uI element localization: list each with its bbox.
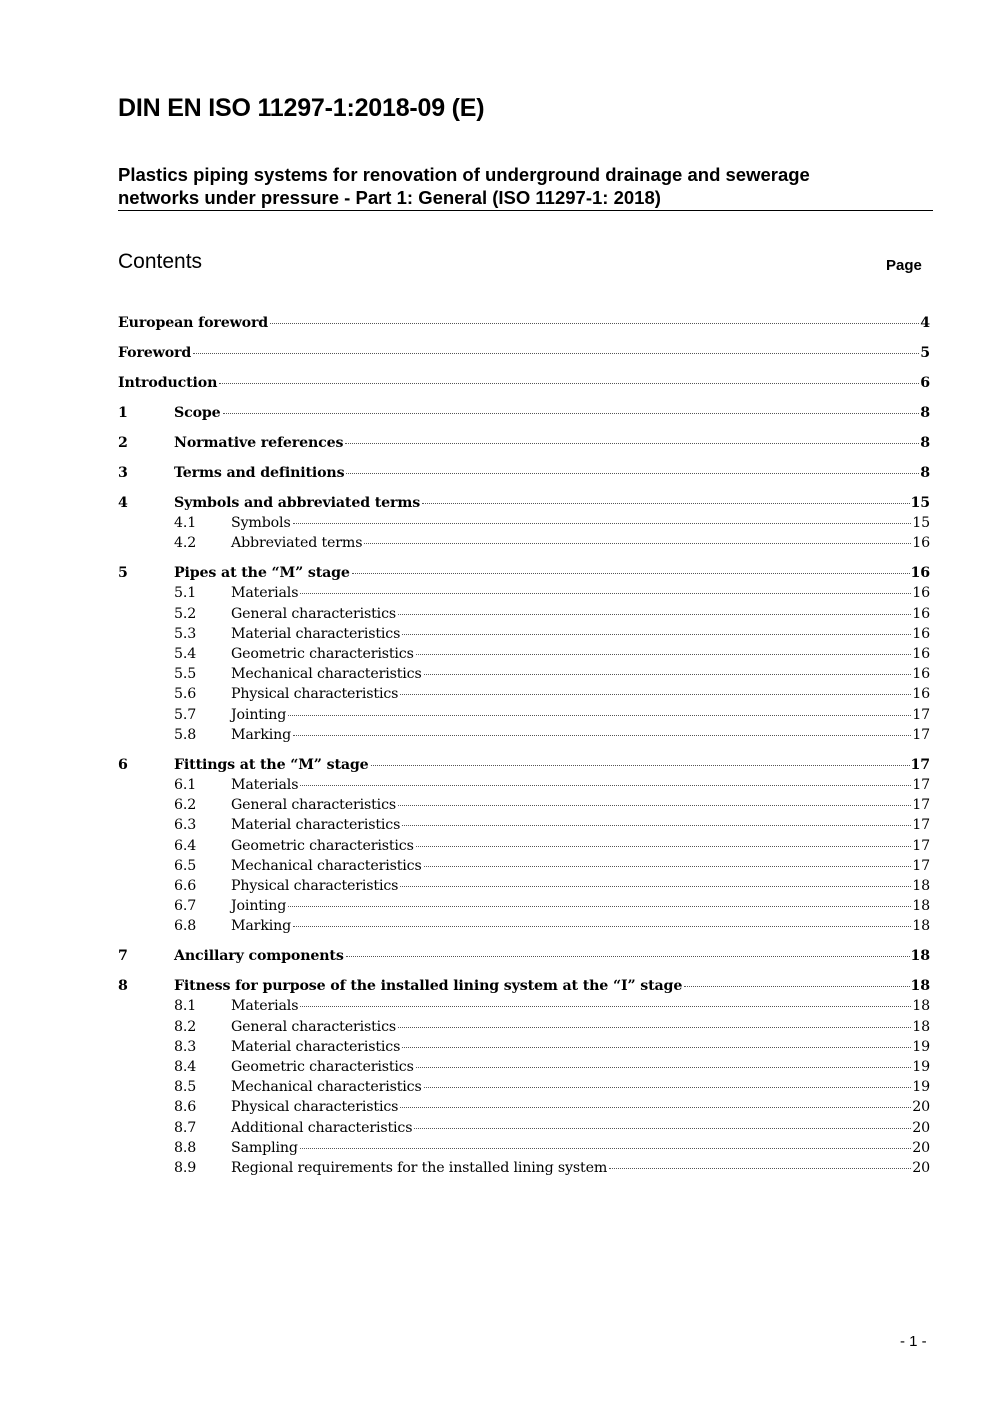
toc-entry-page: 4 [920,315,930,331]
toc-subentry[interactable] [118,1140,930,1160]
toc-entry-number: 8.7 [174,1119,197,1136]
toc-subentry[interactable] [118,535,930,555]
toc-entry-page: 18 [912,1018,930,1035]
toc-entry-title: Physical characteristics [231,686,399,703]
toc-entry-title: Geometric characteristics [231,646,414,663]
toc-entry-title: Pipes at the “M” stage [174,565,350,582]
toc-entry-title: Material characteristics [231,1038,401,1055]
toc-entry-title: Abbreviated terms [231,535,363,552]
toc-entry-page: 8 [920,434,930,451]
dot-leader [193,352,919,354]
dot-leader [416,845,911,847]
toc-entry-page: 8 [920,464,930,481]
dot-leader [293,925,911,927]
dot-leader [300,1005,911,1007]
dot-leader [346,955,910,957]
toc-entry-number: 8.2 [174,1018,197,1035]
toc-entry-number: 8.1 [174,998,197,1015]
toc-entry-title: Regional requirements for the installed lining system [231,1159,608,1176]
toc-entry-number: 1 [118,404,128,421]
toc-subentry[interactable] [118,666,930,686]
toc-subentry[interactable] [118,777,930,797]
toc-entry-number: 6.1 [174,776,197,793]
toc-entry-number: 5.1 [174,585,197,602]
toc-subentry[interactable] [118,686,930,706]
toc-entry-number: 8 [118,978,128,995]
toc-entry-title: European foreword [118,315,269,331]
toc-subentry[interactable] [118,1160,930,1180]
toc-entry-title: Geometric characteristics [231,837,414,854]
toc-entry-title: Ancillary components [174,948,344,965]
toc-entry-page: 18 [910,948,930,965]
toc-subentry[interactable] [118,838,930,858]
toc-entry-title: Mechanical characteristics [231,857,422,874]
toc-subentry[interactable] [118,1019,930,1039]
dot-leader [424,865,912,867]
toc-subentry[interactable] [118,707,930,727]
toc-subentry[interactable] [118,1099,930,1119]
dot-leader [300,784,911,786]
table-of-contents [118,315,930,1180]
toc-entry[interactable] [118,757,930,777]
toc-entry-number: 5.5 [174,666,197,683]
toc-subentry[interactable] [118,626,930,646]
toc-entry-page: 20 [912,1159,930,1176]
toc-entry-title: Foreword [118,344,192,361]
toc-entry-number: 6.6 [174,877,197,894]
page-number: - 1 - [900,1333,927,1350]
toc-entry-title: General characteristics [231,605,396,622]
toc-entry-title: Fitness for purpose of the installed lining system at the “I” stage [174,978,683,995]
toc-entry-page: 16 [912,605,930,622]
dot-leader [416,653,911,655]
toc-entry-page: 16 [912,646,930,663]
toc-entry-page: 17 [912,797,930,814]
toc-subentry[interactable] [118,998,930,1018]
toc-entry-title: Introduction [118,374,218,391]
dot-leader [300,592,911,594]
dot-leader [288,905,911,907]
dot-leader [345,442,919,444]
toc-entry-page: 20 [912,1139,930,1156]
toc-entry-page: 17 [912,857,930,874]
toc-entry-title: Materials [231,585,299,602]
dot-leader [424,1086,912,1088]
toc-entry-title: Mechanical characteristics [231,1079,422,1096]
toc-entry-page: 8 [920,404,930,421]
dot-leader [398,1026,911,1028]
toc-entry[interactable] [118,565,930,585]
dot-leader [293,734,911,736]
toc-entry-title: Geometric characteristics [231,1058,414,1075]
toc-entry-title: General characteristics [231,1018,396,1035]
toc-entry-number: 8.3 [174,1038,197,1055]
toc-entry-page: 17 [912,776,930,793]
dot-leader [288,714,911,716]
toc-entry[interactable] [118,978,930,998]
toc-entry[interactable] [118,405,930,425]
toc-entry-number: 5.3 [174,625,197,642]
dot-leader [352,572,910,574]
toc-entry-page: 16 [912,666,930,683]
dot-leader [223,412,920,414]
dot-leader [398,613,911,615]
toc-entry-page: 18 [912,918,930,935]
toc-entry-page: 19 [912,1038,930,1055]
toc-subentry[interactable] [118,1120,930,1140]
toc-entry-title: Material characteristics [231,625,401,642]
toc-entry-number: 5 [118,565,128,582]
toc-entry-title: Materials [231,998,299,1015]
dot-leader [400,885,911,887]
title-divider [118,210,933,211]
toc-entry-page: 16 [912,535,930,552]
toc-entry-title: Fittings at the “M” stage [174,756,369,773]
toc-entry-title: General characteristics [231,797,396,814]
dot-leader [346,472,919,474]
toc-entry-number: 4.2 [174,535,197,552]
toc-entry-number: 6.5 [174,857,197,874]
dot-leader [402,824,911,826]
toc-entry-page: 18 [912,898,930,915]
toc-entry-page: 5 [920,344,930,361]
toc-entry-number: 5.2 [174,605,197,622]
toc-entry[interactable] [118,465,930,485]
toc-entry-title: Symbols and abbreviated terms [174,494,421,511]
toc-subentry[interactable] [118,585,930,605]
toc-entry-page: 16 [912,585,930,602]
toc-entry-title: Jointing [231,706,287,723]
toc-entry-title: Additional characteristics [231,1119,413,1136]
toc-entry-number: 4 [118,494,128,511]
dot-leader [424,673,912,675]
toc-subentry[interactable] [118,858,930,878]
toc-entry-title: Normative references [174,434,344,451]
toc-entry-page: 18 [910,978,930,995]
toc-entry[interactable] [118,345,930,365]
toc-entry-page: 20 [912,1099,930,1116]
subtitle-line-2: networks under pressure - Part 1: General (ISO 11297-1: 2018) [118,187,661,208]
toc-entry-page: 20 [912,1119,930,1136]
toc-entry-number: 6.3 [174,817,197,834]
toc-entry-page: 17 [912,837,930,854]
toc-entry-title: Sampling [231,1139,298,1156]
toc-entry[interactable] [118,495,930,515]
toc-entry-page: 19 [912,1058,930,1075]
toc-entry[interactable] [118,948,930,968]
toc-entry-title: Mechanical characteristics [231,666,422,683]
toc-subentry[interactable] [118,918,930,938]
toc-entry-title: Jointing [231,898,287,915]
dot-leader [300,1147,911,1149]
toc-subentry[interactable] [118,1039,930,1059]
dot-leader [398,804,911,806]
toc-subentry[interactable] [118,646,930,666]
toc-entry-page: 6 [920,374,930,391]
toc-entry-page: 16 [910,565,930,582]
toc-entry-number: 6.4 [174,837,197,854]
dot-leader [270,322,919,324]
toc-entry-page: 19 [912,1079,930,1096]
dot-leader [684,985,909,987]
toc-entry-page: 18 [912,998,930,1015]
toc-subentry[interactable] [118,515,930,535]
toc-entry-number: 8.9 [174,1159,197,1176]
toc-entry-number: 5.8 [174,726,197,743]
toc-entry-number: 5.6 [174,686,197,703]
dot-leader [371,764,910,766]
toc-entry-number: 6.8 [174,918,197,935]
document-subtitle [118,163,933,209]
toc-entry-page: 16 [912,625,930,642]
toc-entry-number: 2 [118,434,128,451]
toc-entry-title: Material characteristics [231,817,401,834]
toc-subentry[interactable] [118,817,930,837]
toc-entry-page: 17 [912,817,930,834]
toc-entry-number: 6 [118,756,128,773]
dot-leader [219,382,919,384]
toc-entry-title: Physical characteristics [231,877,399,894]
toc-entry-title: Scope [174,404,221,421]
dot-leader [293,522,912,524]
dot-leader [400,1106,911,1108]
toc-entry-page: 17 [912,706,930,723]
toc-entry-page: 17 [912,726,930,743]
toc-entry-title: Materials [231,776,299,793]
toc-entry-title: Marking [231,918,292,935]
toc-entry[interactable] [118,435,930,455]
dot-leader [364,542,911,544]
toc-entry-number: 5.7 [174,706,197,723]
toc-entry-number: 7 [118,948,128,965]
toc-entry-title: Marking [231,726,292,743]
toc-subentry[interactable] [118,727,930,747]
toc-entry-number: 8.4 [174,1058,197,1075]
toc-entry-page: 15 [912,515,930,532]
dot-leader [402,633,911,635]
toc-entry-page: 17 [910,756,930,773]
toc-entry-number: 8.5 [174,1079,197,1096]
toc-entry-page: 16 [912,686,930,703]
toc-subentry[interactable] [118,797,930,817]
dot-leader [402,1046,911,1048]
dot-leader [400,693,911,695]
dot-leader [414,1127,911,1129]
toc-entry[interactable] [118,315,930,335]
dot-leader [422,502,909,504]
toc-entry-page: 15 [910,494,930,511]
contents-heading: Contents [118,250,203,273]
toc-entry-title: Terms and definitions [174,464,345,481]
dot-leader [609,1167,911,1169]
toc-entry-number: 8.8 [174,1139,197,1156]
toc-subentry[interactable] [118,1079,930,1099]
toc-subentry[interactable] [118,606,930,626]
toc-entry[interactable] [118,375,930,395]
toc-entry-title: Symbols [231,515,291,532]
toc-entry-number: 8.6 [174,1099,197,1116]
toc-entry-number: 6.2 [174,797,197,814]
toc-entry-page: 18 [912,877,930,894]
dot-leader [416,1066,911,1068]
toc-entry-title: Physical characteristics [231,1099,399,1116]
toc-entry-number: 3 [118,464,128,481]
toc-entry-number: 5.4 [174,646,197,663]
toc-entry-number: 4.1 [174,515,197,532]
toc-entry-number: 6.7 [174,898,197,915]
toc-subentry[interactable] [118,878,930,898]
subtitle-line-1: Plastics piping systems for renovation of underground drainage and sewerage [118,164,810,185]
page-column-label: Page [886,257,922,274]
toc-subentry[interactable] [118,1059,930,1079]
document-title: DIN EN ISO 11297-1:2018-09 (E) [118,94,485,122]
toc-subentry[interactable] [118,898,930,918]
